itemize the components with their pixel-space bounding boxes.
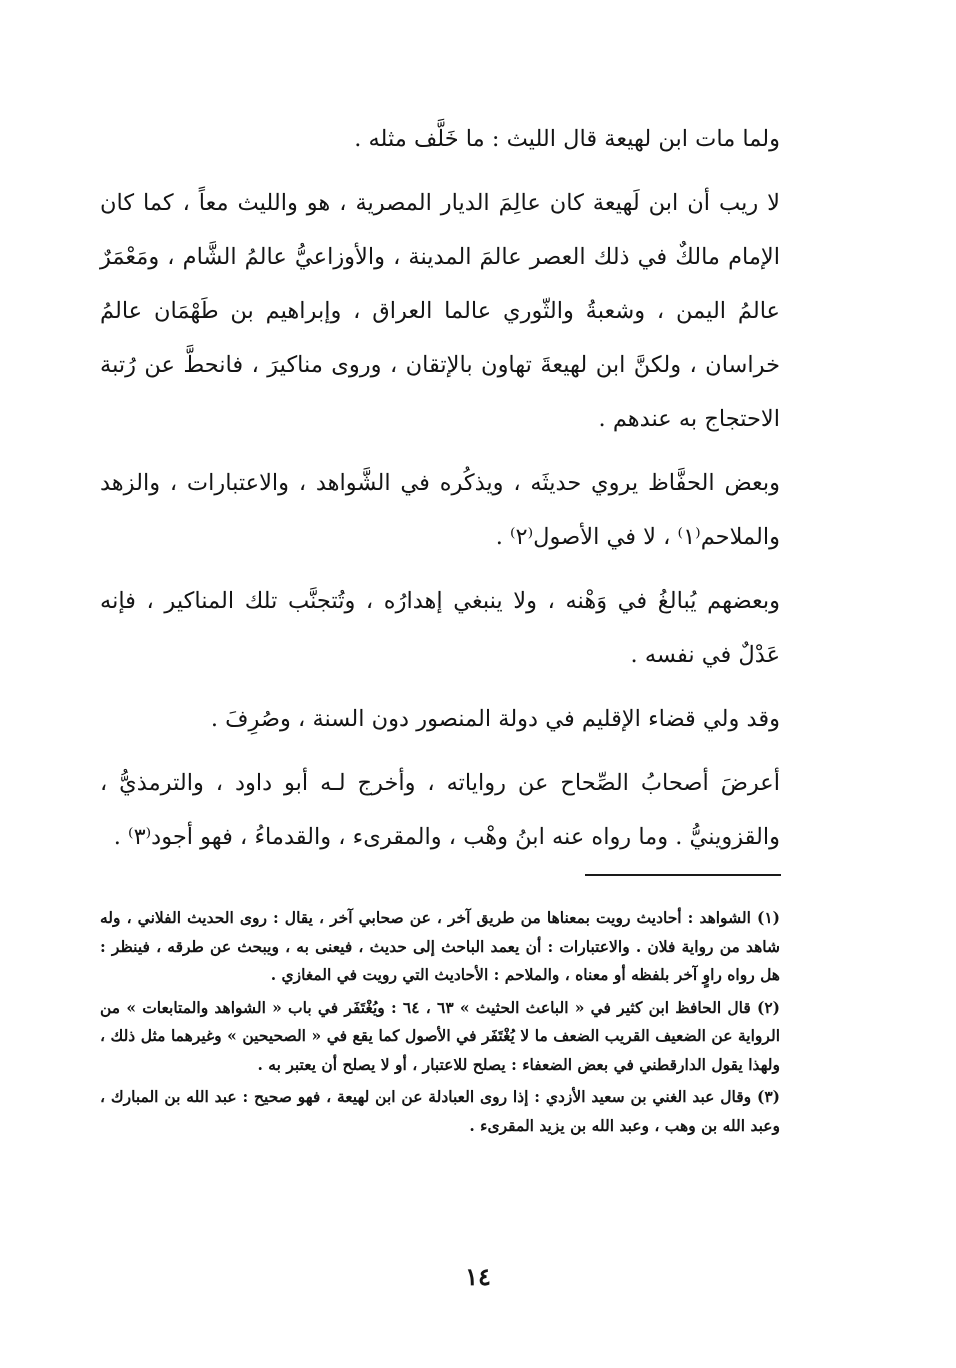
main-text: [100, 112, 780, 864]
footnotes: [100, 904, 780, 1144]
paragraph-4: وبعضهم يُبالغُ في وَهْنه ، ولا ينبغي إهدارُه ، وتُتجنَّب تلك المناكير ، فإنه عَدْلٌ في نفسه .: [100, 588, 780, 668]
paragraph-3: وبعض الحفَّاظ يروي حديثَه ، ويذكُره في الشَّواهد ، والاعتبارات ، والزهد والملاحم⁽١⁾ ، لا في الأصول⁽٢⁾ .: [100, 470, 780, 550]
paragraph-6: أعرضَ أصحابُ الصِّحاح عن رواياته ، وأخرج لـه أبو داود ، والترمذيُّ ، والقزوينيُّ . وما رواه عنه ابنُ وهْب ، والمقرىء ، والقدماءُ ، فهو أجود⁽٣⁾ .: [100, 770, 780, 850]
paragraph-2: لا ريب أن ابن لَهيعة كان عالِمَ الديار المصرية ، هو والليث معاً ، كما كان الإمام مالكٌ في ذلك العصر عالمَ المدينة ، والأوزاعيُّ عالمُ الشَّام ، ومَعْمَرٌ عالمُ اليمن ، وشعبةُ والثّوري عالما العراق ، وإبراهيم بن طَهْمَان عالمُ خراسان ، ولكنَّ ابن لهيعةَ تهاون بالإتقان ، وروى مناكيرَ ، فانحطَّ عن رُتبة الاحتجاج به عندهم .: [100, 190, 780, 432]
paragraph-5: وقد ولي قضاء الإقليم في دولة المنصور دون السنة ، وصُرِفَ .: [210, 706, 780, 732]
page-number: ١٤: [465, 1262, 491, 1291]
footnote-2: (٢) قال الحافظ ابن كثير في « الباعث الحثيث » ٦٣ ، ٦٤ : ويُغْتَفَر في باب « الشواهد والمتابعات » من الرواية عن الضعيف القريب الضعف ما لا يُغْتَفَر في الأصول كما يقع في « الصحيحين » وغيرهما مثل ذلك ، ولهذا يقول الدارقطني في بعض الضعفاء : يصلح للاعتبار ، أو لا يصلح أن يعتبر به .: [100, 997, 780, 1074]
footnote-3: (٣) وقال عبد الغني بن سعيد الأزدي : إذا روى العبادلة عن ابن لهيعة ، فهو صحيح : عبد الله بن المبارك ، وعبد الله بن وهب ، وعبد الله بن يزيد المقرىء .: [100, 1087, 780, 1135]
footnote-1: (١) الشواهد : أحاديث رويت بمعناها من طريق آخر ، عن صحابي آخر ، يقال : روى الحديث الفلاني ، وله شاهد من رواية فلان . والاعتبارات : أن يعمد الباحث إلى حديث ، فيعنى به ، ويبحث عن طرقه ، فينظر : هل رواه راوٍ آخر بلفظه أو معناه ، والملاحم : الأحاديث التي رويت في المغازي .: [100, 908, 780, 984]
footnote-separator: [585, 874, 781, 876]
paragraph-1: ولما مات ابن لهيعة قال الليث : ما خَلَّف مثله .: [354, 126, 780, 152]
